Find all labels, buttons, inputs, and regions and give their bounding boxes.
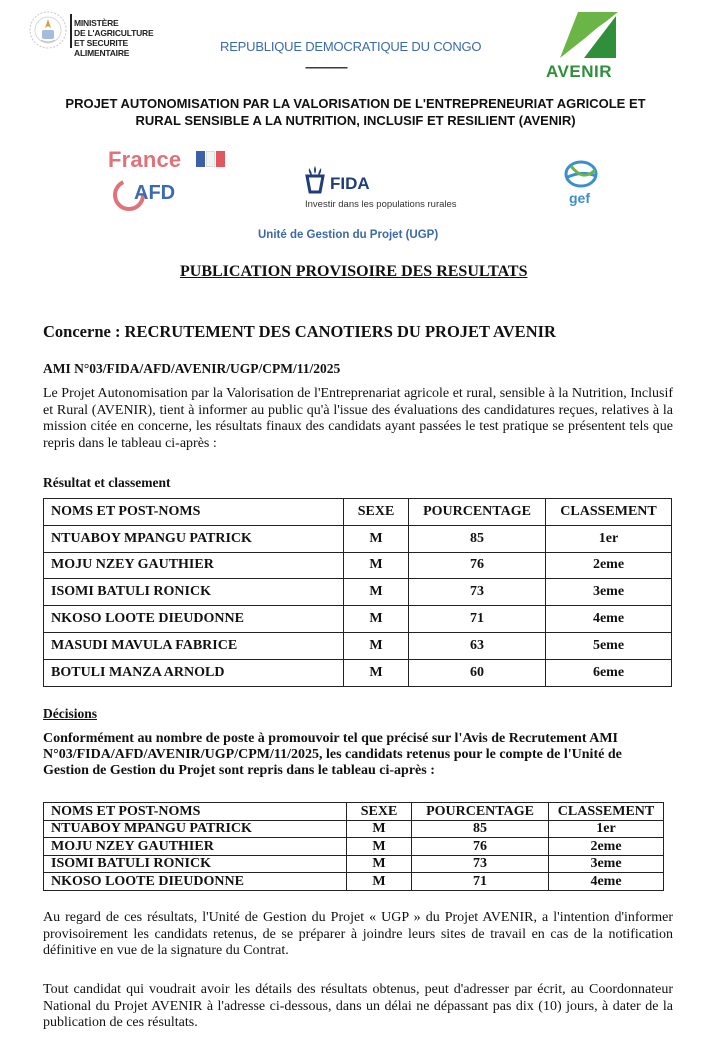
section-decisions-heading: Décisions: [43, 706, 97, 721]
cell-sex: M: [347, 873, 412, 891]
project-title: [30, 95, 681, 129]
cell-percent: 73: [409, 579, 546, 606]
avenir-logo: [540, 6, 636, 84]
cell-sex: M: [347, 855, 412, 873]
gef-logo: [555, 160, 607, 210]
fida-emblem-icon: [303, 164, 327, 194]
ministry-line-2: DE L'AGRICULTURE: [74, 28, 154, 38]
col-header-sex: SEXE: [344, 499, 409, 526]
retained-header-row: [44, 803, 664, 821]
cell-percent: 71: [409, 606, 546, 633]
col-header-percent: POURCENTAGE: [412, 803, 549, 821]
cell-name: NTUABOY MPANGU PATRICK: [44, 820, 347, 838]
cell-sex: M: [344, 552, 409, 579]
project-title-line-1: PROJET AUTONOMISATION PAR LA VALORISATION DE L'ENTREPRENEURIAT AGRICOLE ET: [65, 96, 646, 111]
publication-title: PUBLICATION PROVISOIRE DES RESULTATS: [180, 263, 528, 280]
avenir-leaf-icon: [554, 6, 624, 62]
table-row: [44, 579, 672, 606]
table-row: [44, 525, 672, 552]
table-row: [44, 838, 664, 856]
table-row: [44, 855, 664, 873]
cell-percent: 76: [412, 838, 549, 856]
table-row: [44, 606, 672, 633]
ministry-line-3: ET SECURITE ALIMENTAIRE: [74, 38, 130, 58]
table-row: [44, 873, 664, 891]
ministry-divider: [70, 14, 72, 48]
cell-rank: 6eme: [546, 659, 672, 686]
col-header-percent: POURCENTAGE: [409, 499, 546, 526]
ami-reference: AMI N°03/FIDA/AFD/AVENIR/UGP/CPM/11/2025: [43, 361, 341, 376]
decisions-paragraph: Conformément au nombre de poste à promouvoir tel que précisé sur l'Avis de Recrutement AMI N°03/FIDA/AFD/AVENIR/UGP/CPM/11/2025, les candidats retenus pour le compte de l'Unité de Gestion de Gestion du Projet sont repris dans le tableau ci-après :: [43, 731, 622, 778]
col-header-name: NOMS ET POST-NOMS: [44, 499, 344, 526]
cell-sex: M: [344, 632, 409, 659]
french-flag-icon: [196, 151, 226, 167]
cell-name: MOJU NZEY GAUTHIER: [44, 552, 344, 579]
ugp-label: Unité de Gestion du Projet (UGP): [258, 229, 439, 241]
table-row: [44, 659, 672, 686]
afd-logo-text: AFD: [134, 182, 176, 204]
cell-percent: 85: [412, 820, 549, 838]
col-header-rank: CLASSEMENT: [546, 499, 672, 526]
cell-sex: M: [344, 659, 409, 686]
header-separator: --------------: [305, 60, 347, 74]
closing-paragraph-1: Au regard de ces résultats, l'Unité de Gestion du Projet « UGP » du Projet AVENIR, a l'intention d'informer provisoirement les candidats retenus, de se préparer à joindre leurs sites de travail en cas de la notification définitive en vue de la signature du Contrat.: [43, 910, 673, 958]
cell-rank: 5eme: [546, 632, 672, 659]
cell-percent: 63: [409, 632, 546, 659]
section-results-heading: Résultat et classement: [43, 475, 171, 490]
table-row: [44, 820, 664, 838]
ministry-line-1: MINISTÈRE: [74, 18, 119, 28]
concerne-line: Concerne : RECRUTEMENT DES CANOTIERS DU PROJET AVENIR: [43, 322, 556, 341]
results-header-row: [44, 499, 672, 526]
cell-sex: M: [344, 525, 409, 552]
cell-sex: M: [347, 820, 412, 838]
country-name: REPUBLIQUE DEMOCRATIQUE DU CONGO: [220, 39, 482, 54]
cell-percent: 85: [409, 525, 546, 552]
results-table: [43, 498, 672, 687]
cell-percent: 73: [412, 855, 549, 873]
col-header-sex: SEXE: [347, 803, 412, 821]
cell-rank: 3eme: [549, 855, 664, 873]
gef-logo-text: gef: [569, 190, 590, 206]
cell-rank: 1er: [549, 820, 664, 838]
fida-tagline: Investir dans les populations rurales: [305, 199, 457, 210]
cell-name: ISOMI BATULI RONICK: [44, 579, 344, 606]
cell-name: BOTULI MANZA ARNOLD: [44, 659, 344, 686]
cell-name: NKOSO LOOTE DIEUDONNE: [44, 606, 344, 633]
france-logo-text: France: [108, 147, 182, 172]
cell-rank: 4eme: [549, 873, 664, 891]
project-title-line-2: RURAL SENSIBLE A LA NUTRITION, INCLUSIF ET RESILIENT (AVENIR): [135, 113, 576, 128]
cell-name: MASUDI MAVULA FABRICE: [44, 632, 344, 659]
cell-name: ISOMI BATULI RONICK: [44, 855, 347, 873]
fida-logo-text: FIDA: [330, 174, 370, 193]
cell-name: MOJU NZEY GAUTHIER: [44, 838, 347, 856]
cell-percent: 76: [409, 552, 546, 579]
gef-globe-icon: [561, 160, 601, 194]
cell-percent: 60: [409, 659, 546, 686]
cell-rank: 1er: [546, 525, 672, 552]
col-header-rank: CLASSEMENT: [549, 803, 664, 821]
intro-paragraph: Le Projet Autonomisation par la Valorisation de l'Entreprenariat agricole et rural, sensible à la Nutrition, Inclusif et Rural (AVENIR), tient à informer au public qu'à l'issue des évaluations des candidatures reçues, relatives à la mission citée en concerne, les résultats finaux des candidats ayant passées le test pratique se présentent tels que repris dans le tableau ci-après :: [43, 386, 673, 451]
cell-name: NKOSO LOOTE DIEUDONNE: [44, 873, 347, 891]
cell-rank: 2eme: [546, 552, 672, 579]
cell-name: NTUABOY MPANGU PATRICK: [44, 525, 344, 552]
cell-sex: M: [344, 606, 409, 633]
avenir-logo-text: AVENIR: [546, 62, 612, 81]
ministry-emblem: [28, 10, 68, 50]
cell-sex: M: [344, 579, 409, 606]
cell-rank: 4eme: [546, 606, 672, 633]
col-header-name: NOMS ET POST-NOMS: [44, 803, 347, 821]
cell-percent: 71: [412, 873, 549, 891]
table-row: [44, 552, 672, 579]
retained-table: [43, 802, 664, 891]
ministry-name: [74, 18, 184, 58]
cell-rank: 3eme: [546, 579, 672, 606]
table-row: [44, 632, 672, 659]
closing-paragraph-2: Tout candidat qui voudrait avoir les détails des résultats obtenus, peut d'adresser par écrit, au Coordonnateur National du Projet AVENIR à l'adresse ci-dessous, dans un délai ne dépassant pas dix (10) jours, à dater de la publication de ces résultats.: [43, 982, 673, 1030]
cell-rank: 2eme: [549, 838, 664, 856]
cell-sex: M: [347, 838, 412, 856]
